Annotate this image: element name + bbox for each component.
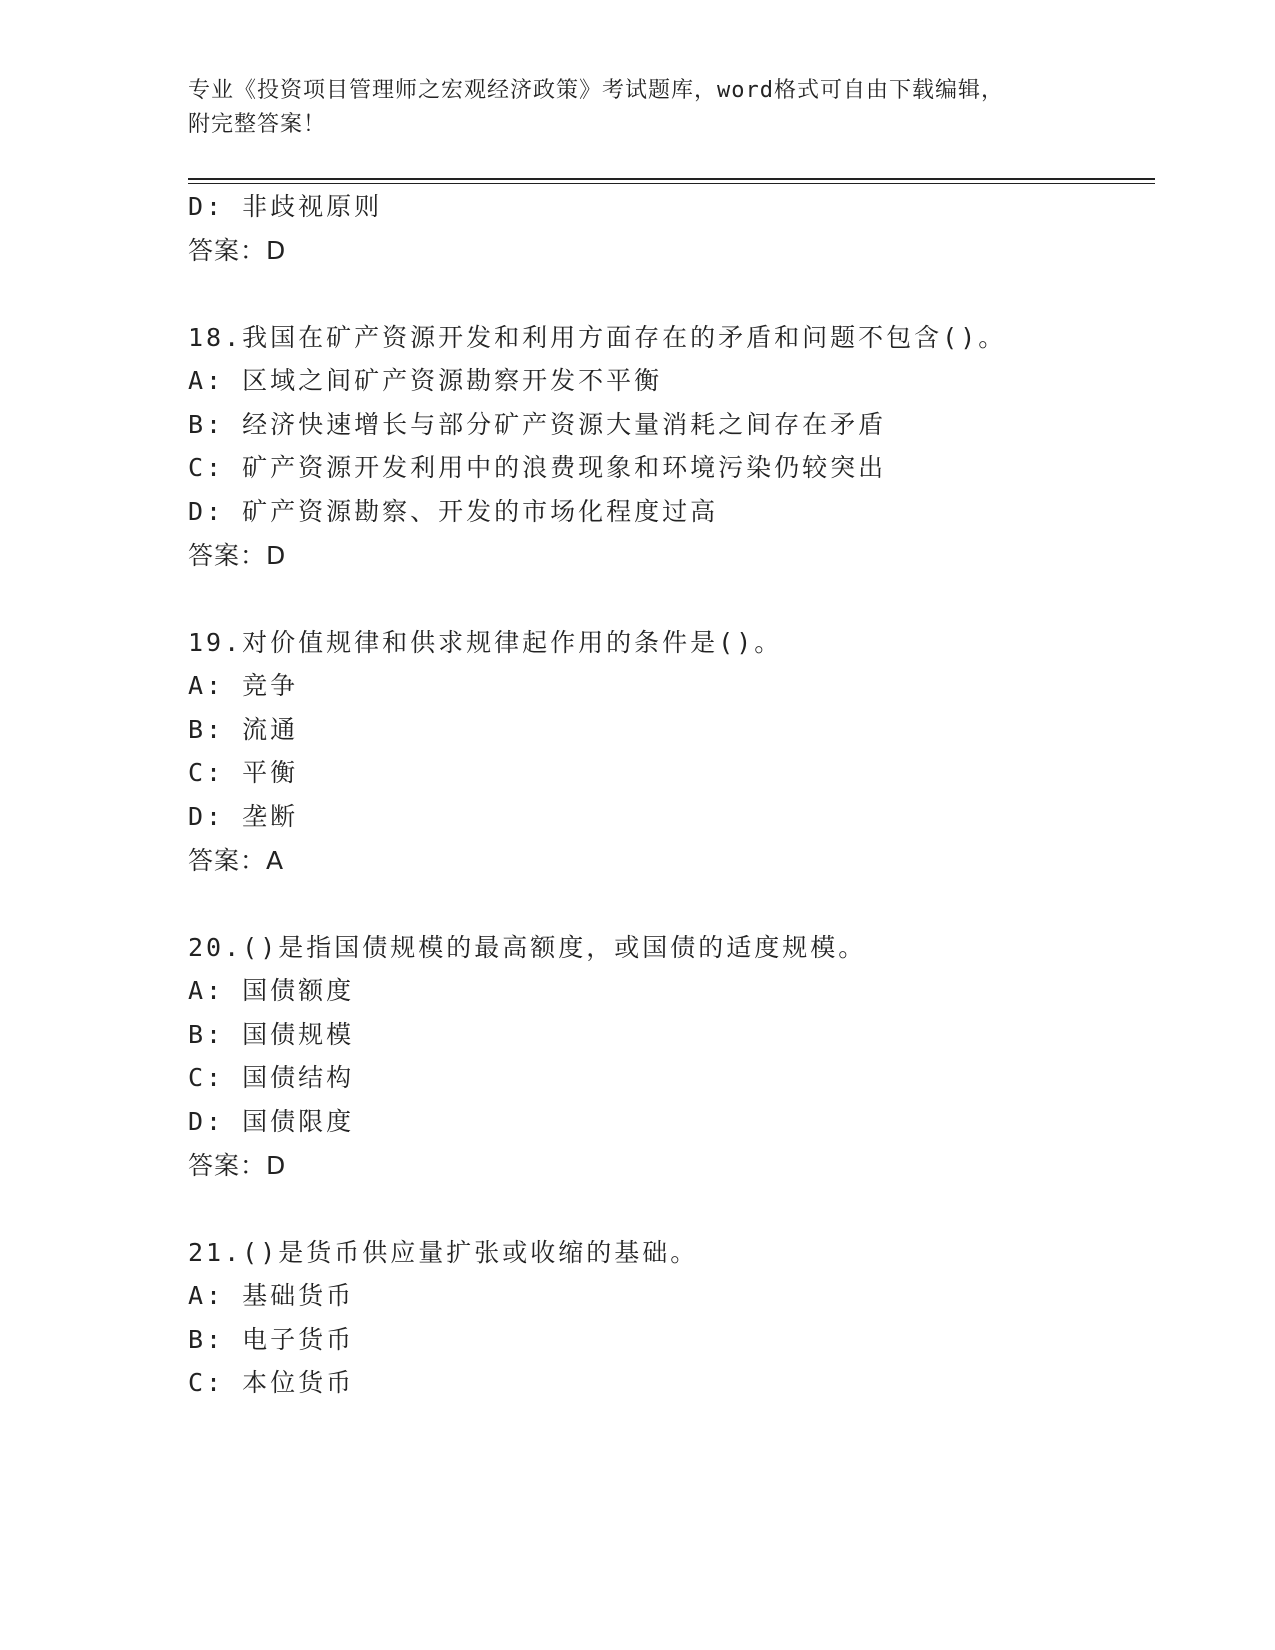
q18-option-a: A: 区域之间矿产资源勘察开发不平衡: [188, 366, 663, 395]
header-line-1: 专业《投资项目管理师之宏观经济政策》考试题库，word格式可自由下载编辑，: [188, 78, 1004, 103]
q19-question: 19.对价值规律和供求规律起作用的条件是()。: [188, 628, 783, 657]
q20-question: 20.()是指国债规模的最高额度，或国债的适度规模。: [188, 933, 867, 962]
q17-option-d: D: 非歧视原则: [188, 192, 383, 221]
q20-option-d: D: 国债限度: [188, 1107, 355, 1136]
header-divider-thick: [188, 178, 1155, 180]
q21-option-a: A: 基础货币: [188, 1281, 355, 1310]
q21-question: 21.()是货币供应量扩张或收缩的基础。: [188, 1238, 699, 1267]
header-line-2: 附完整答案！: [188, 112, 327, 137]
q18-option-c: C: 矿产资源开发利用中的浪费现象和环境污染仍较突出: [188, 453, 887, 482]
q19-option-c: C: 平衡: [188, 758, 299, 787]
q19-option-b: B: 流通: [188, 715, 299, 744]
q21-option-b: B: 电子货币: [188, 1325, 355, 1354]
q20-option-b: B: 国债规模: [188, 1020, 355, 1049]
q19-answer: 答案：A: [188, 846, 285, 875]
header-divider-thin: [188, 183, 1155, 184]
q18-question: 18.我国在矿产资源开发和利用方面存在的矛盾和问题不包含()。: [188, 323, 1007, 352]
q18-option-b: B: 经济快速增长与部分矿产资源大量消耗之间存在矛盾: [188, 410, 887, 439]
q20-option-c: C: 国债结构: [188, 1063, 355, 1092]
q19-option-d: D: 垄断: [188, 802, 299, 831]
q20-answer: 答案：D: [188, 1151, 287, 1180]
q18-answer: 答案：D: [188, 541, 287, 570]
q19-option-a: A: 竞争: [188, 671, 299, 700]
q21-option-c: C: 本位货币: [188, 1368, 355, 1397]
document-header: [188, 74, 1088, 142]
q17-answer: 答案：D: [188, 236, 287, 265]
q18-option-d: D: 矿产资源勘察、开发的市场化程度过高: [188, 497, 719, 526]
q20-option-a: A: 国债额度: [188, 976, 355, 1005]
